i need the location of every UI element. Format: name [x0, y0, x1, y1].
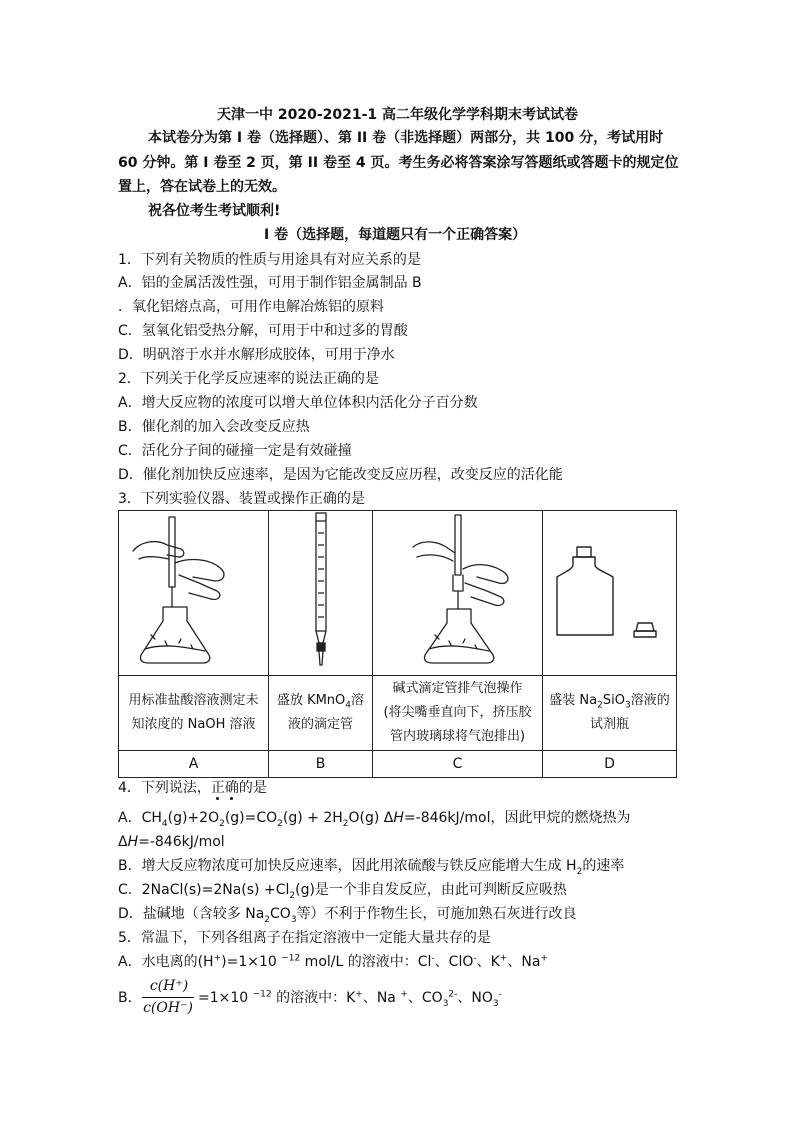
q3-stem: 3．下列实验仪器、装置或操作正确的是	[118, 491, 365, 507]
q3-image-cell-c	[373, 511, 543, 676]
q3-caption-c	[373, 676, 543, 751]
q3-caption-b-line-1: 盛放 KMnO$_4$溶	[276, 693, 365, 711]
q3-label-d: D	[543, 751, 677, 778]
q3-label-c: C	[373, 751, 543, 778]
fraction-denominator: c(OH⁻)	[143, 1000, 193, 1016]
q5-option-b-text: =1×10 $^{-12}$ 的溶液中：K+、Na +、$CO_3^{2-}$、$NO_3^-$	[198, 989, 502, 1009]
q3-caption-a-line-2: 知浓度的 NaOH 溶液	[131, 717, 256, 732]
titration-flask-illustration	[119, 511, 269, 671]
q3-caption-b-line-2: 液的滴定管	[287, 717, 353, 732]
q2-option-a: A．增大反应物的浓度可以增大单位体积内活化分子百分数	[118, 395, 478, 411]
reagent-bottle-illustration	[543, 511, 677, 671]
fraction-bar	[142, 997, 194, 998]
q3-image-cell-d	[543, 511, 677, 676]
q3-caption-c-line-2: (将尖嘴垂直向下，挤压胶	[383, 705, 532, 720]
q5-option-b-fraction	[140, 976, 196, 1022]
exam-title: 天津一中 2020-2021-1 高二年级化学学科期末考试试卷	[217, 107, 579, 123]
q1-option-b: ．氧化铝熔点高，可用作电解冶炼铝的原料	[118, 299, 384, 315]
burette-illustration	[269, 511, 373, 671]
q4-option-c: C．2NaCl(s)=2Na(s) $+Cl_2(g)$是一个非自发反应，由此可判断反应吸热	[118, 882, 567, 901]
q3-apparatus-table	[118, 510, 677, 778]
q1-option-c: C．氢氧化铝受热分解，可用于中和过多的胃酸	[118, 323, 408, 339]
intro-text-line-1: 本试卷分为第 I 卷（选择题）、第 II 卷（非选择题）两部分，共 100 分，考试用时	[148, 130, 664, 146]
section-title: I 卷（选择题，每道题只有一个正确答案）	[264, 227, 527, 243]
intro-text-line-2: 60 分钟。第 I 卷至 2 页，第 II 卷至 4 页。考生务必将答案涂写答题纸或答题卡的规定位	[118, 155, 679, 171]
q2-option-c: C．活化分子间的碰撞一定是有效碰撞	[118, 443, 352, 459]
q4-option-d: D．盐碱地（含较多 $Na_2CO_3$等）不利于作物生长，可施加熟石灰进行改良	[118, 906, 577, 925]
intro-text-line-3: 置上，答在试卷上的无效。	[118, 179, 286, 195]
q3-caption-c-line-3: 管内玻璃球将气泡排出)	[389, 729, 526, 744]
q3-image-cell-a	[119, 511, 269, 676]
q3-caption-c-line-1: 碱式滴定管排气泡操作	[392, 681, 523, 696]
q1-option-a: A．铝的金属活泼性强，可用于制作铝金属制品 B	[118, 275, 422, 291]
q4-option-a-line-1: A．$CH_4(g)+2O_2(g)=CO_2(g) + 2H_2O(g)$ ΔH=-846kJ/mol，因此甲烷的燃烧热为	[118, 810, 631, 829]
q5-option-a: A．水电离的(H+)=1×10 $^{-12}$ mol/L 的溶液中：Cl-、ClO-、K+、Na+	[118, 953, 548, 970]
q3-caption-a-line-1: 用标准盐酸溶液测定未	[128, 693, 259, 708]
q2-option-d: D．催化剂加快反应速率，是因为它能改变反应历程，改变反应的活化能	[118, 467, 563, 483]
q3-caption-d	[543, 676, 677, 751]
q2-option-b: B．催化剂的加入会改变反应热	[118, 419, 310, 435]
q3-label-a: A	[119, 751, 269, 778]
q3-caption-b	[269, 676, 373, 751]
q3-caption-a	[119, 676, 269, 751]
q1-stem: 1．下列有关物质的性质与用途具有对应关系的是	[118, 252, 421, 268]
q3-label-b: B	[269, 751, 373, 778]
q3-image-cell-b	[269, 511, 373, 676]
q4-stem: 4．下列说法，正确的是	[118, 780, 267, 796]
q4-option-a-line-2: ΔH=-846kJ/mol	[118, 834, 225, 850]
q5-stem: 5．常温下，下列各组离子在指定溶液中一定能大量共存的是	[118, 930, 491, 946]
q4-option-b: B．增大反应物浓度可加快反应速率，因此用浓硫酸与铁反应能增大生成 $H_2$的速率	[118, 858, 625, 877]
q5-option-b-label: B．	[118, 990, 142, 1006]
q2-stem: 2．下列关于化学反应速率的说法正确的是	[118, 371, 379, 387]
q3-caption-d-line-1: 盛装 $Na_2SiO_3$溶液的	[549, 693, 670, 711]
alkaline-burette-bubble-illustration	[373, 511, 543, 671]
q1-option-d: D．明矾溶于水并水解形成胶体，可用于净水	[118, 347, 395, 363]
wish-text: 祝各位考生考试顺利!	[148, 203, 281, 219]
fraction-numerator: c(H⁺)	[149, 978, 189, 994]
q3-caption-d-line-2: 试剂瓶	[589, 717, 629, 732]
